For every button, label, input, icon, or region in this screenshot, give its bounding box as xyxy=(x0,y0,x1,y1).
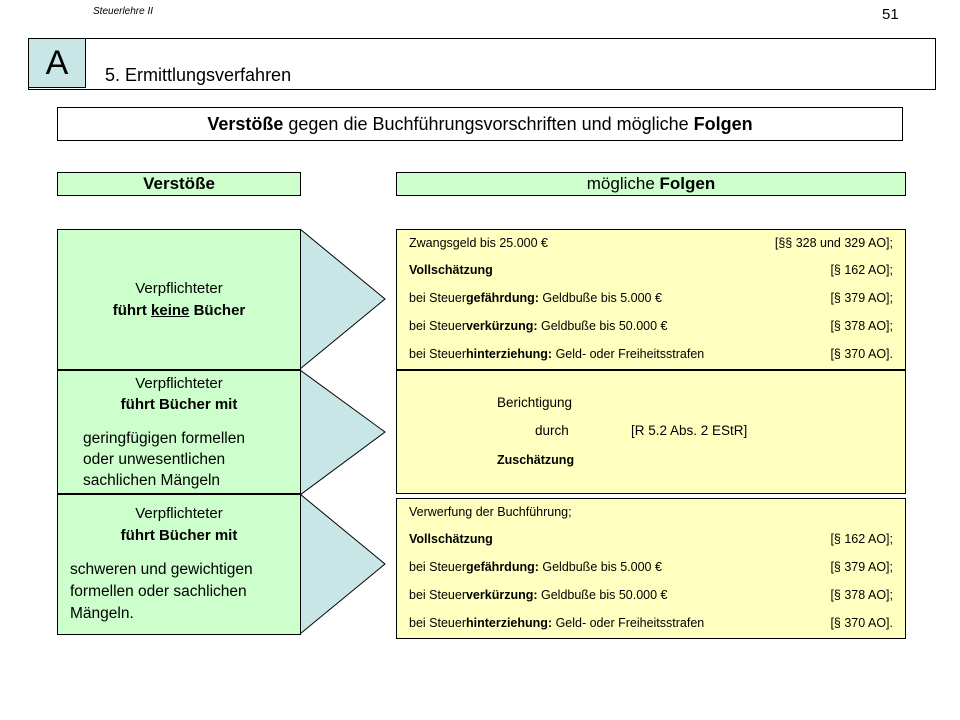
column-header-violations xyxy=(57,172,301,196)
page-number: 51 xyxy=(882,6,899,23)
correction-label: Berichtigung xyxy=(497,395,573,410)
case-label: Verpflichteter xyxy=(135,375,223,392)
case-defect-detail: schweren und gewichtigen formellen oder sachlichen Mängeln. xyxy=(70,561,253,622)
slide-title xyxy=(57,107,903,141)
case-description: führt keine Bücher xyxy=(112,302,246,319)
case-minor-defects xyxy=(57,370,301,494)
consequence-line: bei Steuergefährdung: Geldbuße bis 5.000 € [§ 379 AO]; xyxy=(409,291,893,305)
consequence-line: Vollschätzung [§ 162 AO]; xyxy=(409,532,893,546)
consequence-line: bei Steuerhinterziehung: Geld- oder Freiheitsstrafen [§ 370 AO]. xyxy=(409,616,893,630)
case-label: Verpflichteter xyxy=(135,505,223,522)
consequences-serious-defects xyxy=(396,498,906,639)
title-part-middle: gegen die Buchführungsvorschriften und mögliche xyxy=(283,114,694,134)
consequence-line: bei Steuerverkürzung: Geldbuße bis 50.000 € [§ 378 AO]; xyxy=(409,588,893,602)
arrow-icon xyxy=(300,229,396,371)
estimate-label: Zuschätzung xyxy=(497,453,575,467)
section-badge: A xyxy=(28,38,86,88)
consequence-line: Verwerfung der Buchführung; xyxy=(409,505,572,519)
case-description: führt Bücher mit xyxy=(120,396,238,413)
arrow-icon xyxy=(300,370,396,498)
consequences-no-books xyxy=(396,229,906,370)
case-defect-detail: geringfügigen formellen oder unwesentlichen sachlichen Mängeln xyxy=(83,430,245,489)
emphasis-none: keine xyxy=(151,302,190,319)
section-title: 5. Ermittlungsverfahren xyxy=(105,65,292,85)
consequence-line: Zwangsgeld bis 25.000 € [§§ 328 und 329 AO]; xyxy=(409,236,893,250)
consequence-line: bei Steuerhinterziehung: Geld- oder Freiheitsstrafen [§ 370 AO]. xyxy=(409,347,893,361)
case-serious-defects xyxy=(57,494,301,635)
consequence-line: bei Steuergefährdung: Geldbuße bis 5.000 € [§ 379 AO]; xyxy=(409,560,893,574)
consequence-line: bei Steuerverkürzung: Geldbuße bis 50.000 € [§ 378 AO]; xyxy=(409,319,893,333)
case-no-books xyxy=(57,229,301,370)
case-label: Verpflichteter xyxy=(135,280,223,297)
title-part-consequences: Folgen xyxy=(693,114,753,134)
case-description: führt Bücher mit xyxy=(120,527,238,544)
arrow-icon xyxy=(300,494,396,636)
consequences-minor-defects xyxy=(396,370,906,494)
title-part-violations: Verstöße xyxy=(207,114,284,134)
correction-reference: [R 5.2 Abs. 2 EStR] xyxy=(631,423,748,438)
consequence-line: Vollschätzung [§ 162 AO]; xyxy=(409,263,893,277)
column-header-prefix: mögliche xyxy=(586,174,660,193)
course-label: Steuerlehre II xyxy=(93,6,154,17)
column-header-violations-label: Verstöße xyxy=(143,174,215,193)
by-label: durch xyxy=(535,423,569,438)
column-header-consequences xyxy=(396,172,906,196)
column-header-bold: Folgen xyxy=(659,174,716,193)
